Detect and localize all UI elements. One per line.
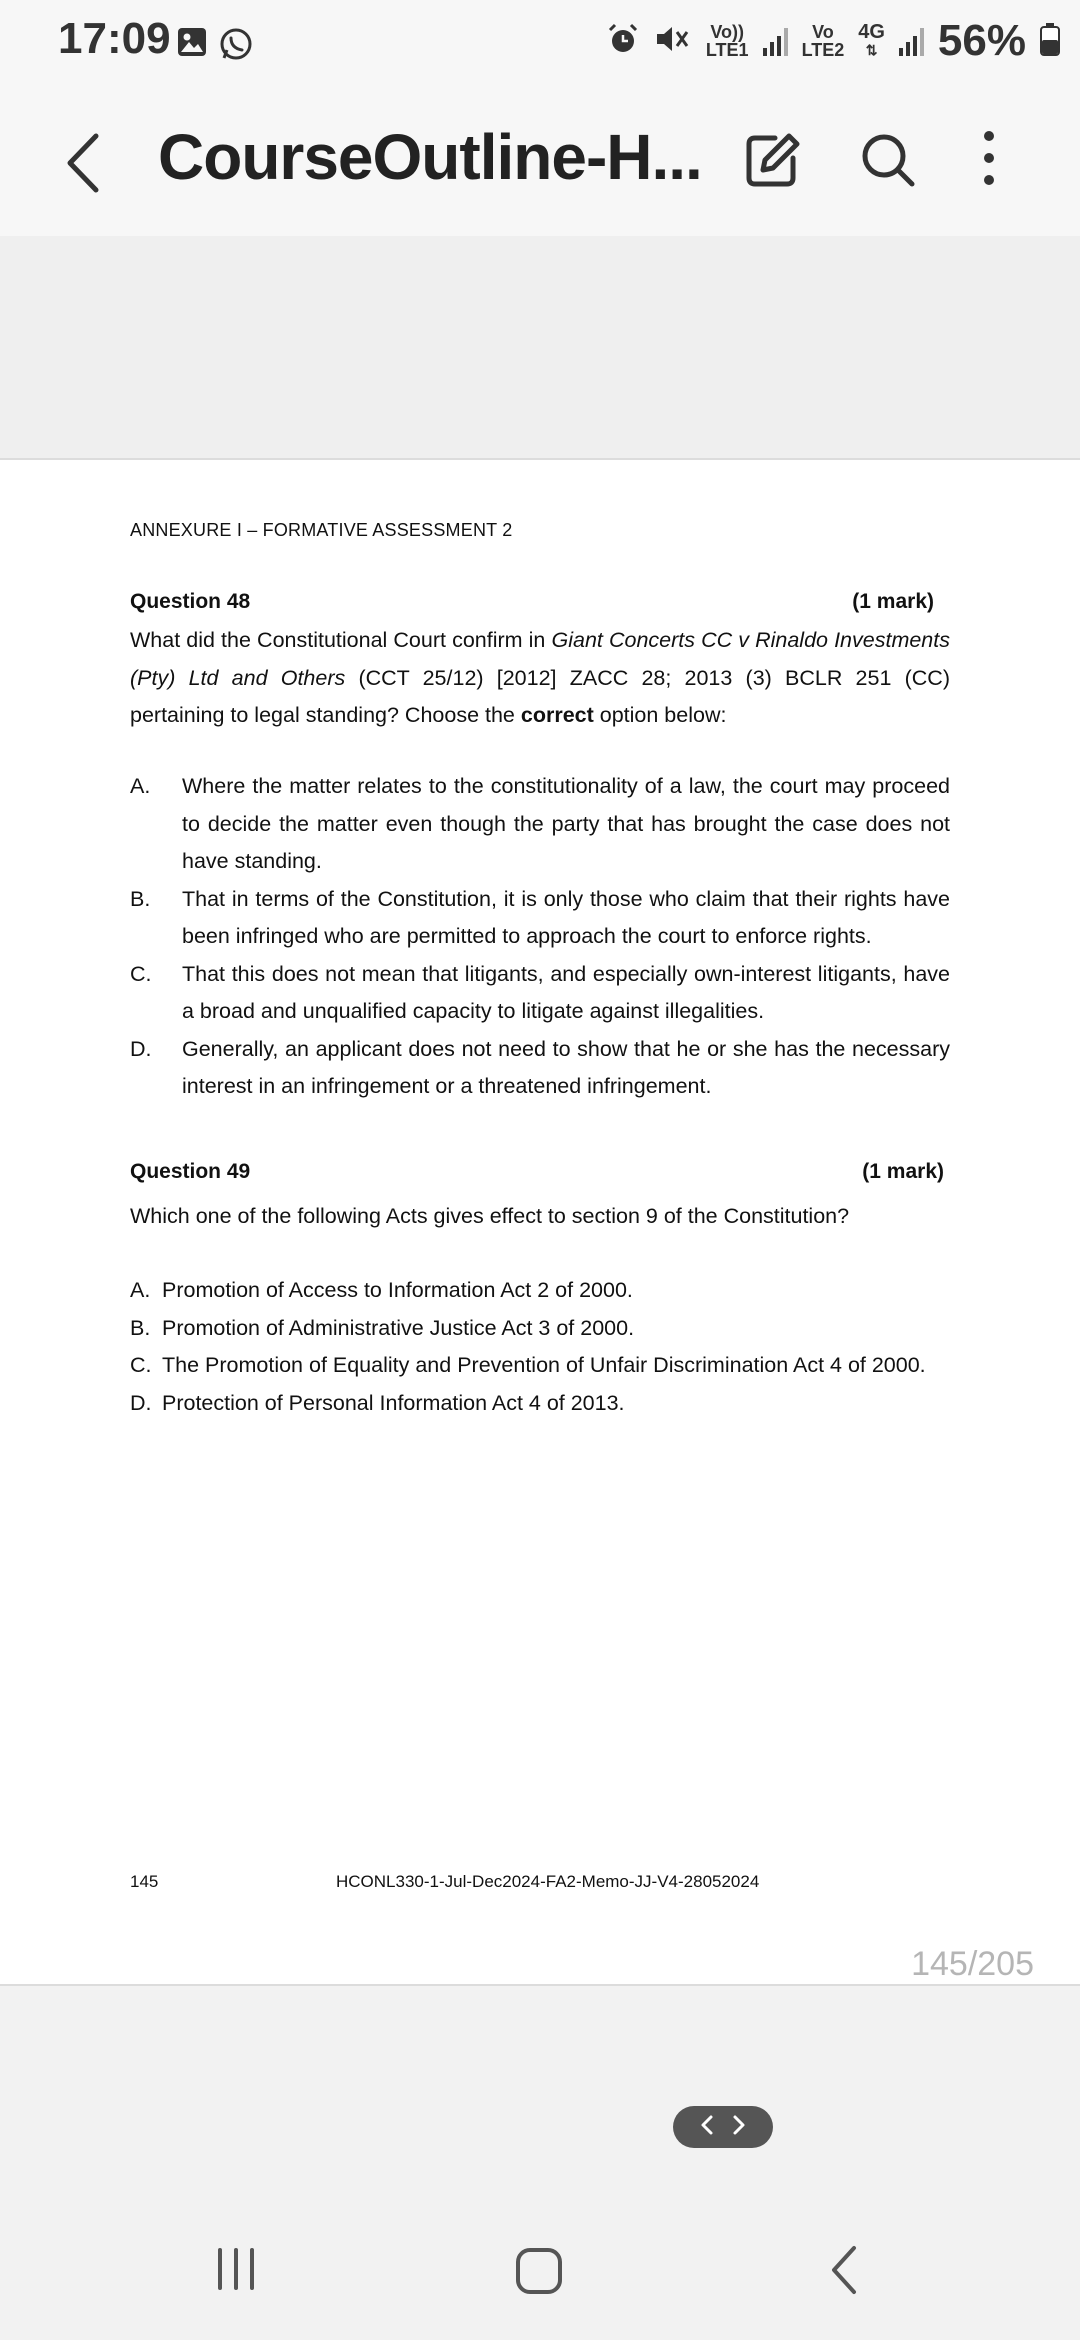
- case-name: Giant Concerts CC v Rinaldo Investments (Pty) Ltd and Others: [130, 628, 950, 690]
- battery-percent: 56%: [937, 16, 1026, 65]
- list-item: A. Promotion of Access to Information Act 2 of 2000.: [130, 1278, 633, 1302]
- page-nav-pill: [673, 2106, 773, 2148]
- sim1-signal-icon: [763, 26, 788, 56]
- sim2-network-label: Vo LTE2: [801, 22, 845, 60]
- alarm-icon: [606, 22, 640, 61]
- sim2-signal-icon: [899, 26, 924, 56]
- status-time: 17:09: [58, 14, 171, 63]
- page-gap: [0, 236, 1080, 460]
- list-item: C. The Promotion of Equality and Prevention of Unfair Discrimination Act 4 of 2000.: [130, 1353, 926, 1377]
- page-footer-code: HCONL330-1-Jul-Dec2024-FA2-Memo-JJ-V4-28052024: [336, 1872, 760, 1891]
- question-49-heading: [130, 1160, 950, 1184]
- mute-icon: [654, 22, 692, 61]
- status-right-icons: [606, 16, 1060, 66]
- emphasis-correct: correct: [520, 703, 594, 727]
- annexure-heading: ANNEXURE I – FORMATIVE ASSESSMENT 2: [130, 520, 513, 540]
- question-48-heading: [130, 590, 950, 614]
- list-item: D. Generally, an applicant does not need to show that he or she has the necessary interest in an infringement or a threatened infringement.: [130, 1036, 950, 1098]
- status-bar: [0, 0, 1080, 90]
- prev-page-icon[interactable]: [699, 2114, 715, 2141]
- list-item: C. That this does not mean that litigants, and especially own-interest litigants, have a broad and unqualified capacity to litigate against illegalities.: [130, 961, 950, 1023]
- recent-apps-icon[interactable]: [214, 2244, 258, 2299]
- question-48-mark: (1 mark): [852, 590, 934, 613]
- edit-icon[interactable]: [745, 130, 801, 195]
- page-footer-number: 145: [130, 1872, 159, 1891]
- home-icon[interactable]: [514, 2246, 564, 2301]
- question-49-mark: (1 mark): [862, 1160, 944, 1183]
- question-49-text: Which one of the following Acts gives effect to section 9 of the Constitution?: [130, 1204, 850, 1228]
- question-48-text: What did the Constitutional Court confirm in Giant Concerts CC v Rinaldo Investments (Pty) Ltd and Others (CCT 25/12) [2012] ZACC 28; 2013 (3) BCLR 251 (CC) pertaining to legal standing? Choose the correct option below:: [130, 628, 950, 727]
- gallery-icon: [176, 26, 208, 67]
- list-item: D. Protection of Personal Information Act 4 of 2013.: [130, 1390, 625, 1415]
- document-page[interactable]: [0, 460, 1080, 1986]
- list-item: B. Promotion of Administrative Justice Act 3 of 2000.: [130, 1315, 635, 1340]
- question-49-title: Question 49: [130, 1160, 251, 1183]
- system-back-icon[interactable]: [826, 2244, 862, 2301]
- back-arrow-icon[interactable]: [60, 130, 104, 201]
- list-item: A. Where the matter relates to the constitutionality of a law, the court may proceed to decide the matter even though the party that has brought the case does not have standing.: [130, 774, 950, 873]
- next-page-icon[interactable]: [731, 2114, 747, 2141]
- list-item: B. That in terms of the Constitution, it is only those who claim that their rights have been infringed who are permitted to approach the court to enforce rights.: [130, 886, 950, 948]
- status-notification-icons: [176, 26, 254, 67]
- sim1-network-label: Vo)) LTE1: [705, 22, 749, 60]
- document-title: CourseOutline-H...: [158, 121, 702, 193]
- app-bar: [0, 90, 1080, 236]
- more-options-icon[interactable]: [974, 128, 1004, 193]
- search-icon[interactable]: [860, 130, 916, 195]
- sim2-network-type: 4G ⇅: [858, 21, 885, 58]
- whatsapp-icon: [218, 26, 254, 67]
- system-navigation-bar: [0, 2230, 1080, 2340]
- question-48-title: Question 48: [130, 590, 251, 613]
- question-49-options: [130, 1272, 990, 1422]
- question-48-options: [130, 768, 950, 1106]
- page-indicator: 145/205: [911, 1945, 1034, 1983]
- battery-icon: [1040, 22, 1060, 61]
